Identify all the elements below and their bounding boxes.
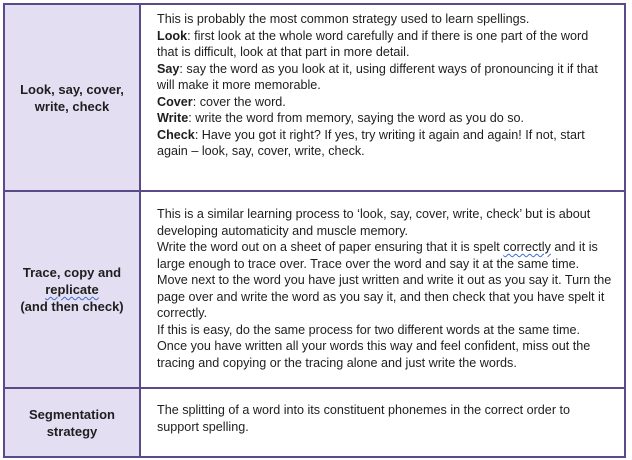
- step-term: Write: [157, 111, 189, 125]
- paragraph: Write the word out on a sheet of paper ensuring that it is spelt correctly and it is large enough to trace over. Trace over the word and say it at the same time. Move next to the word you have just written and write it out as you say it. Turn the page over and write the word as you say it, and then check that you have spelt it correctly.: [157, 240, 612, 320]
- step: [157, 94, 612, 111]
- paragraph: Once you have written all your words this way and feel confident, miss out the tracing and copying or the tracing alone and just write the words.: [157, 339, 591, 370]
- strategy-name: [5, 5, 141, 190]
- strategy-description: [143, 5, 624, 190]
- paragraph: This is a similar learning process to ‘look, say, cover, write, check’ but is about developing automaticity and muscle memory.: [157, 207, 591, 238]
- step-term: Say: [157, 61, 180, 76]
- paragraph: The splitting of a word into its constituent phonemes in the correct order to support spelling.: [157, 403, 571, 434]
- strategy-description: [143, 192, 624, 387]
- step: [157, 127, 612, 160]
- strategy-name: [5, 389, 141, 456]
- strategy-name-text: Segmentation strategy: [29, 406, 115, 439]
- step-text: : cover the word.: [192, 94, 286, 109]
- strategy-name: [5, 192, 141, 387]
- strategy-name-text: Look, say, cover, write, check: [20, 81, 124, 114]
- table-row: [5, 387, 624, 456]
- step-text: : Have you got it right? If yes, try writing it again and again! If not, start again – look, say, cover, write, check.: [157, 127, 585, 158]
- table-row: [5, 190, 624, 387]
- strategy-name-text: Trace, copy and: [22, 265, 122, 280]
- paragraph: If this is easy, do the same process for two different words at the same time.: [157, 322, 581, 337]
- step-term: Cover: [157, 94, 193, 109]
- step-text: : say the word as you look at it, using different ways of pronouncing it if that will make it more memorable.: [157, 61, 598, 92]
- strategies-table: [3, 3, 626, 458]
- strategy-name-note: (and then check): [20, 299, 124, 314]
- step-term: Check: [157, 127, 195, 142]
- strategy-description: [143, 389, 624, 456]
- step: [157, 61, 612, 94]
- intro-text: This is probably the most common strategy used to learn spellings.: [157, 12, 530, 26]
- strategy-name-text-underlined: replicate: [45, 282, 99, 297]
- spellcheck-word: correctly: [503, 240, 551, 254]
- step: [157, 110, 612, 127]
- step-term: Look: [157, 28, 188, 43]
- step-text: : first look at the whole word carefully and if there is one part of the word that is difficult, look at that part in more detail.: [157, 28, 589, 59]
- table-row: [5, 5, 624, 190]
- step-text: : write the word from memory, saying the word as you do so.: [188, 111, 524, 125]
- step: [157, 28, 612, 61]
